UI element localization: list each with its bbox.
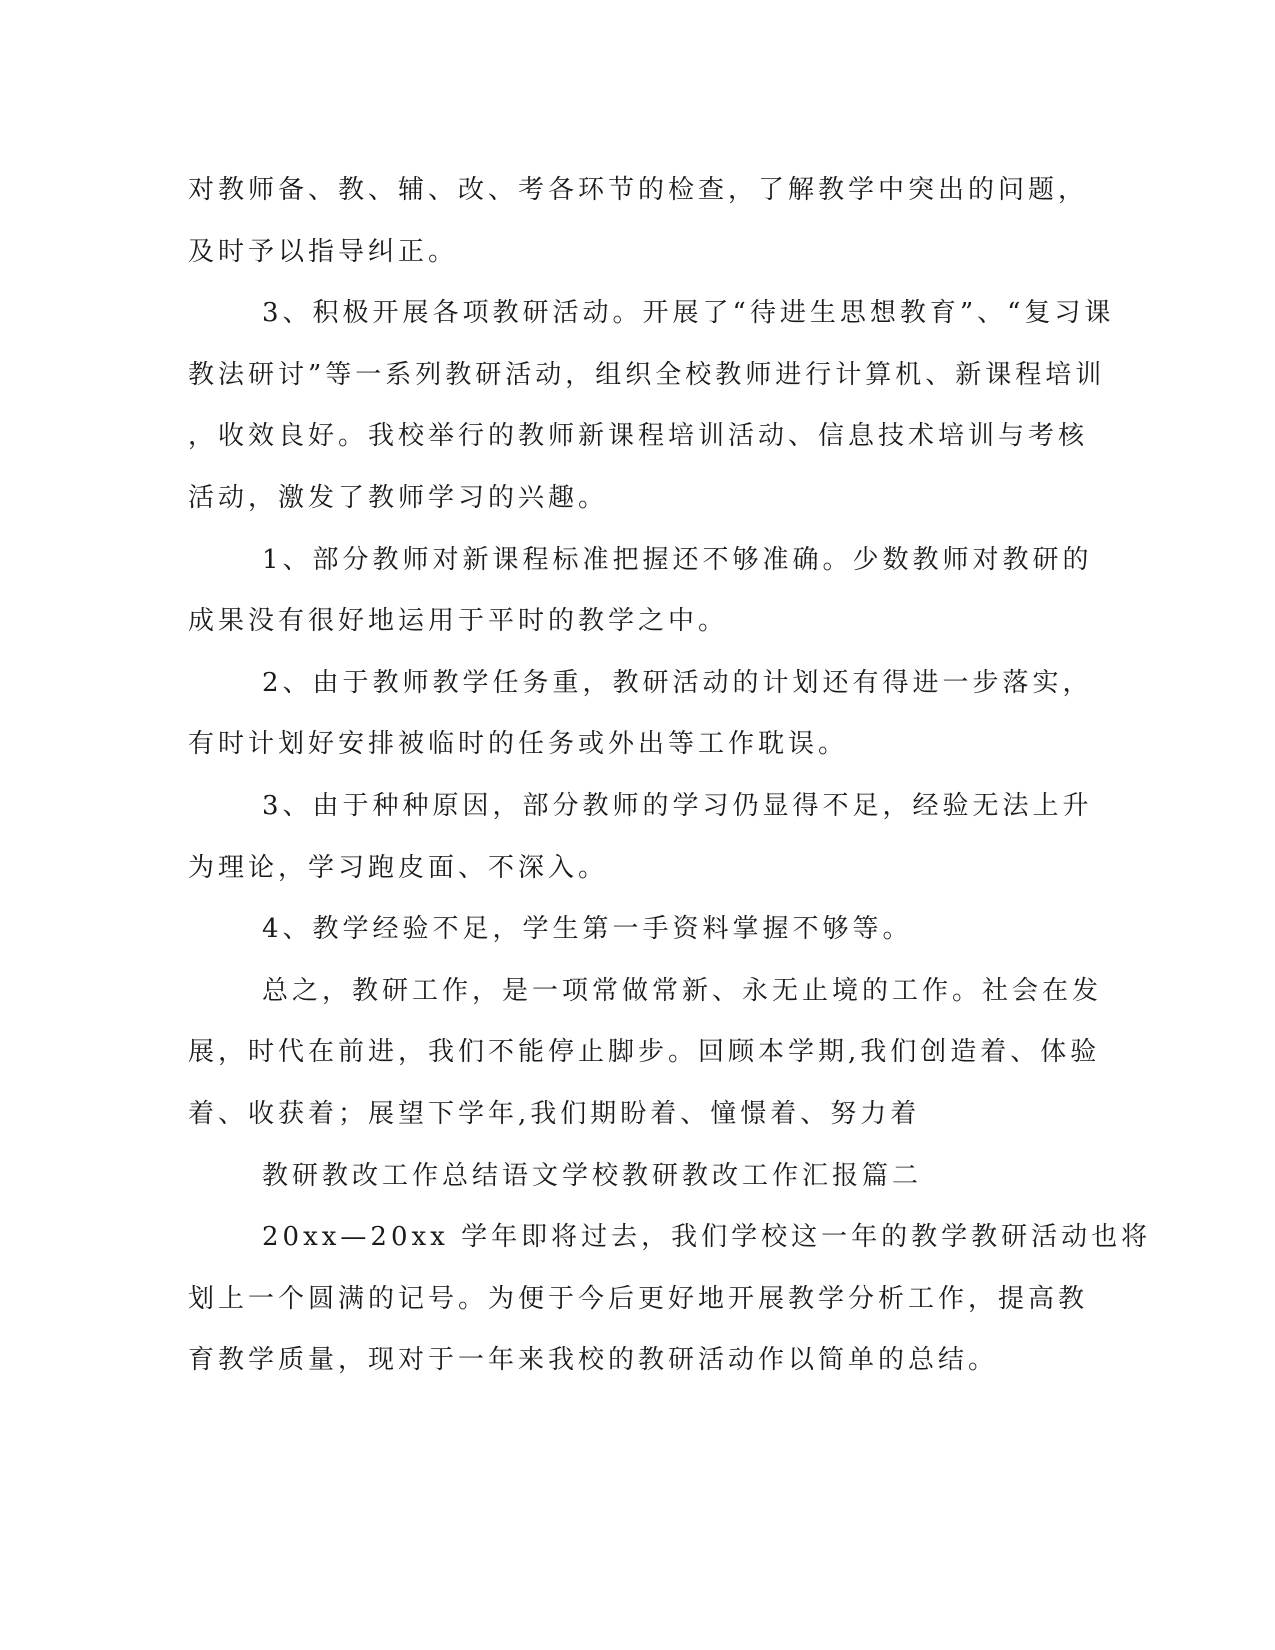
text-line: 有时计划好安排被临时的任务或外出等工作耽误。: [188, 729, 849, 760]
section-heading: 教研教改工作总结语文学校教研教改工作汇报篇二: [262, 1160, 923, 1191]
paragraph-start-line: 1、部分教师对新课程标准把握还不够准确。少数教师对教研的: [262, 544, 1093, 575]
paragraph-start-line: 20xx—20xx 学年即将过去，我们学校这一年的教学教研活动也将: [262, 1222, 1152, 1253]
paragraph-start-line: 3、由于种种原因，部分教师的学习仍显得不足，经验无法上升: [262, 790, 1093, 821]
text-line: 教法研讨”等一系列教研活动，组织全校教师进行计算机、新课程培训: [188, 359, 1106, 390]
document-body: [188, 160, 1152, 1392]
paragraph-start-line: 总之，教研工作，是一项常做常新、永无止境的工作。社会在发: [262, 975, 1103, 1006]
text-line: 及时予以指导纠正。: [188, 236, 459, 267]
text-line: 划上一个圆满的记号。为便于今后更好地开展教学分析工作，提高教: [188, 1283, 1089, 1314]
text-line: 对教师备、教、辅、改、考各环节的检查，了解教学中突出的问题，: [188, 175, 1089, 205]
paragraph-start-line: 2、由于教师教学任务重，教研活动的计划还有得进一步落实，: [262, 667, 1093, 698]
text-line: 着、收获着；展望下学年,我们期盼着、憧憬着、努力着: [188, 1098, 921, 1129]
text-line: 育教学质量，现对于一年来我校的教研活动作以简单的总结。: [188, 1345, 999, 1376]
text-line: 为理论，学习跑皮面、不深入。: [188, 852, 609, 883]
text-line: 成果没有很好地运用于平时的教学之中。: [188, 606, 729, 637]
text-line: 展，时代在前进，我们不能停止脚步。回顾本学期,我们创造着、体验: [188, 1037, 1101, 1068]
paragraph-start-line: 4、教学经验不足，学生第一手资料掌握不够等。: [262, 914, 913, 945]
paragraph-start-line: 3、积极开展各项教研活动。开展了“待进生思想教育”、“复习课: [262, 298, 1115, 329]
text-line: 活动，激发了教师学习的兴趣。: [188, 482, 609, 513]
text-line: ，收效良好。我校举行的教师新课程培训活动、信息技术培训与考核: [188, 421, 1089, 452]
